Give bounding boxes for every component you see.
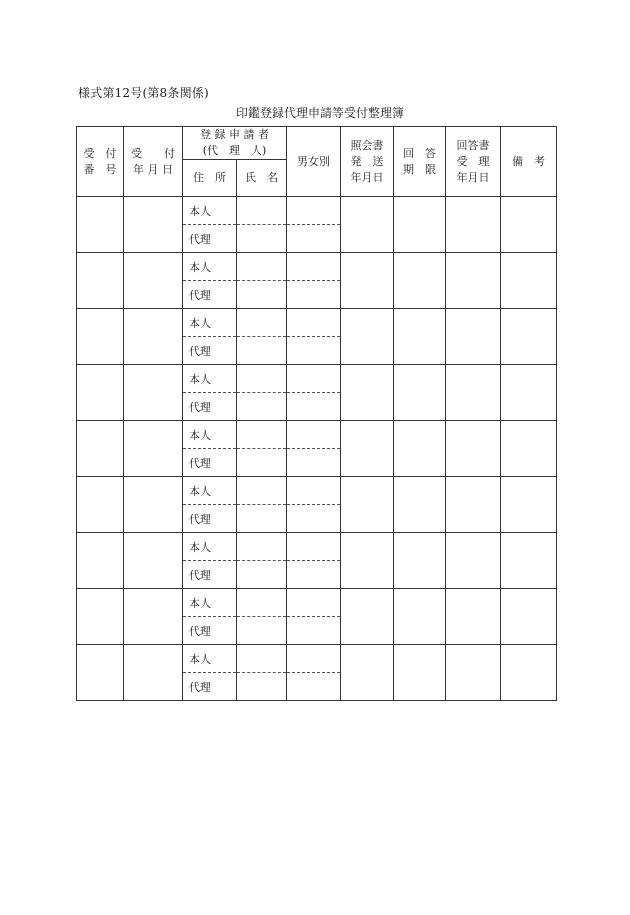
cell-reply-deadline[interactable] [394, 197, 446, 253]
header-gender: 男女別 [287, 127, 341, 197]
cell-reply-deadline[interactable] [394, 589, 446, 645]
ledger-entry-row [77, 589, 557, 617]
label-agent: 代理 [189, 400, 211, 414]
cell-remarks[interactable] [501, 645, 557, 701]
cell-address-agent[interactable] [183, 393, 237, 421]
label-agent: 代理 [189, 624, 211, 638]
header-text: 受 付 [83, 146, 117, 160]
label-agent: 代理 [189, 512, 211, 526]
cell-address-self[interactable] [183, 589, 237, 617]
cell-gender-self[interactable] [287, 645, 341, 673]
cell-address-agent[interactable] [183, 505, 237, 533]
cell-address-self[interactable] [183, 645, 237, 673]
cell-gender-agent[interactable] [287, 337, 341, 365]
cell-reply-received-date[interactable] [446, 533, 501, 589]
cell-gender-self[interactable] [287, 253, 341, 281]
cell-reply-deadline[interactable] [394, 533, 446, 589]
cell-name-agent[interactable] [237, 337, 287, 365]
cell-name-agent[interactable] [237, 505, 287, 533]
ledger-entry-row [77, 421, 557, 449]
cell-receipt-date[interactable] [124, 589, 183, 645]
cell-address-self[interactable] [183, 477, 237, 505]
cell-name-agent[interactable] [237, 673, 287, 701]
cell-gender-self[interactable] [287, 365, 341, 393]
cell-reply-deadline[interactable] [394, 253, 446, 309]
ledger-entry-row [77, 309, 557, 337]
cell-name-agent[interactable] [237, 281, 287, 309]
cell-name-self[interactable] [237, 309, 287, 337]
cell-reply-deadline[interactable] [394, 477, 446, 533]
cell-remarks[interactable] [501, 309, 557, 365]
header-inquiry-sent-date [341, 127, 394, 197]
header-text: 年 月 日 [133, 162, 173, 176]
cell-reply-deadline[interactable] [394, 309, 446, 365]
document-title: 印鑑登録代理申請等受付整理簿 [235, 106, 404, 120]
cell-address-agent[interactable] [183, 449, 237, 477]
cell-name-self[interactable] [237, 645, 287, 673]
form-number-label: 様式第12号(第8条関係) [78, 86, 209, 100]
header-text: 照会書 [350, 138, 384, 152]
cell-name-self[interactable] [237, 365, 287, 393]
header-address: 住 所 [183, 160, 237, 197]
header-text: 期 限 [403, 162, 436, 176]
cell-receipt-date[interactable] [124, 645, 183, 701]
cell-inquiry-sent-date[interactable] [341, 589, 394, 645]
header-reply-received-date [446, 127, 501, 197]
label-agent: 代理 [189, 344, 211, 358]
cell-remarks[interactable] [501, 477, 557, 533]
cell-gender-self[interactable] [287, 197, 341, 225]
cell-gender-self[interactable] [287, 421, 341, 449]
label-self: 本人 [189, 372, 211, 386]
label-self: 本人 [189, 316, 211, 330]
cell-name-agent[interactable] [237, 561, 287, 589]
cell-receipt-number[interactable] [77, 365, 124, 421]
header-text: 受 理 [456, 154, 490, 168]
label-agent: 代理 [189, 232, 211, 246]
cell-name-agent[interactable] [237, 225, 287, 253]
cell-address-agent[interactable] [183, 337, 237, 365]
header-text: 受 付 [131, 146, 175, 160]
cell-receipt-number[interactable] [77, 589, 124, 645]
header-text: 発 送 [350, 154, 384, 168]
cell-name-agent[interactable] [237, 617, 287, 645]
cell-address-self[interactable] [183, 365, 237, 393]
cell-receipt-date[interactable] [124, 533, 183, 589]
label-agent: 代理 [189, 456, 211, 470]
cell-name-self[interactable] [237, 589, 287, 617]
cell-gender-self[interactable] [287, 477, 341, 505]
cell-gender-agent[interactable] [287, 673, 341, 701]
cell-remarks[interactable] [501, 533, 557, 589]
cell-name-self[interactable] [237, 533, 287, 561]
cell-address-self[interactable] [183, 533, 237, 561]
cell-gender-agent[interactable] [287, 281, 341, 309]
cell-remarks[interactable] [501, 197, 557, 253]
header-receipt-number [77, 127, 124, 197]
cell-gender-agent[interactable] [287, 505, 341, 533]
cell-remarks[interactable] [501, 421, 557, 477]
header-applicant [183, 127, 287, 160]
ledger-entry-row [77, 253, 557, 281]
cell-name-agent[interactable] [237, 393, 287, 421]
header-text: 回答書 [456, 138, 490, 152]
cell-reply-deadline[interactable] [394, 645, 446, 701]
header-reply-deadline [394, 127, 446, 197]
header-receipt-date [124, 127, 183, 197]
cell-address-self[interactable] [183, 421, 237, 449]
cell-inquiry-sent-date[interactable] [341, 533, 394, 589]
cell-address-self[interactable] [183, 197, 237, 225]
ledger-entry-row [77, 365, 557, 393]
cell-inquiry-sent-date[interactable] [341, 421, 394, 477]
cell-gender-agent[interactable] [287, 393, 341, 421]
cell-remarks[interactable] [501, 253, 557, 309]
cell-receipt-date[interactable] [124, 197, 183, 253]
cell-receipt-date[interactable] [124, 365, 183, 421]
cell-address-agent[interactable] [183, 281, 237, 309]
label-self: 本人 [189, 204, 211, 218]
cell-address-self[interactable] [183, 309, 237, 337]
cell-address-self[interactable] [183, 253, 237, 281]
cell-gender-agent[interactable] [287, 561, 341, 589]
cell-reply-received-date[interactable] [446, 421, 501, 477]
cell-receipt-number[interactable] [77, 421, 124, 477]
cell-receipt-number[interactable] [77, 253, 124, 309]
header-text: 年月日 [350, 170, 384, 184]
label-self: 本人 [189, 652, 211, 666]
cell-name-self[interactable] [237, 477, 287, 505]
header-text: 回 答 [403, 146, 436, 160]
cell-receipt-number[interactable] [77, 645, 124, 701]
header-text: 番 号 [83, 162, 117, 176]
cell-inquiry-sent-date[interactable] [341, 253, 394, 309]
cell-receipt-date[interactable] [124, 477, 183, 533]
registration-ledger-table [76, 126, 557, 701]
cell-receipt-number[interactable] [77, 309, 124, 365]
cell-gender-agent[interactable] [287, 449, 341, 477]
ledger-entry-row [77, 477, 557, 505]
header-text: 登 録 申 請 者 [200, 128, 269, 141]
cell-gender-agent[interactable] [287, 225, 341, 253]
header-text: (代 理 人) [202, 144, 267, 157]
cell-receipt-date[interactable] [124, 421, 183, 477]
cell-name-self[interactable] [237, 197, 287, 225]
header-name: 氏 名 [237, 160, 287, 197]
cell-reply-deadline[interactable] [394, 421, 446, 477]
cell-inquiry-sent-date[interactable] [341, 197, 394, 253]
label-self: 本人 [189, 540, 211, 554]
cell-gender-agent[interactable] [287, 617, 341, 645]
cell-address-agent[interactable] [183, 225, 237, 253]
label-self: 本人 [189, 428, 211, 442]
cell-reply-received-date[interactable] [446, 197, 501, 253]
label-agent: 代理 [189, 288, 211, 302]
cell-receipt-number[interactable] [77, 533, 124, 589]
cell-address-agent[interactable] [183, 617, 237, 645]
cell-inquiry-sent-date[interactable] [341, 365, 394, 421]
header-text: 年月日 [456, 170, 490, 184]
label-self: 本人 [189, 260, 211, 274]
header-remarks: 備 考 [501, 127, 557, 197]
label-self: 本人 [189, 484, 211, 498]
cell-inquiry-sent-date[interactable] [341, 645, 394, 701]
ledger-entry-row [77, 645, 557, 673]
cell-receipt-number[interactable] [77, 197, 124, 253]
ledger-entry-row [77, 197, 557, 225]
cell-name-self[interactable] [237, 421, 287, 449]
cell-address-agent[interactable] [183, 561, 237, 589]
cell-remarks[interactable] [501, 365, 557, 421]
cell-reply-received-date[interactable] [446, 645, 501, 701]
cell-receipt-number[interactable] [77, 477, 124, 533]
label-agent: 代理 [189, 680, 211, 694]
cell-address-agent[interactable] [183, 673, 237, 701]
label-agent: 代理 [189, 568, 211, 582]
ledger-entry-row [77, 533, 557, 561]
cell-gender-self[interactable] [287, 309, 341, 337]
cell-receipt-date[interactable] [124, 253, 183, 309]
header-row-top [77, 127, 557, 160]
cell-reply-received-date[interactable] [446, 589, 501, 645]
cell-gender-self[interactable] [287, 589, 341, 617]
cell-reply-received-date[interactable] [446, 309, 501, 365]
cell-reply-received-date[interactable] [446, 477, 501, 533]
cell-remarks[interactable] [501, 589, 557, 645]
label-self: 本人 [189, 596, 211, 610]
cell-inquiry-sent-date[interactable] [341, 477, 394, 533]
cell-inquiry-sent-date[interactable] [341, 309, 394, 365]
cell-receipt-date[interactable] [124, 309, 183, 365]
cell-reply-deadline[interactable] [394, 365, 446, 421]
cell-gender-self[interactable] [287, 533, 341, 561]
cell-reply-received-date[interactable] [446, 253, 501, 309]
cell-name-agent[interactable] [237, 449, 287, 477]
cell-name-self[interactable] [237, 253, 287, 281]
cell-reply-received-date[interactable] [446, 365, 501, 421]
